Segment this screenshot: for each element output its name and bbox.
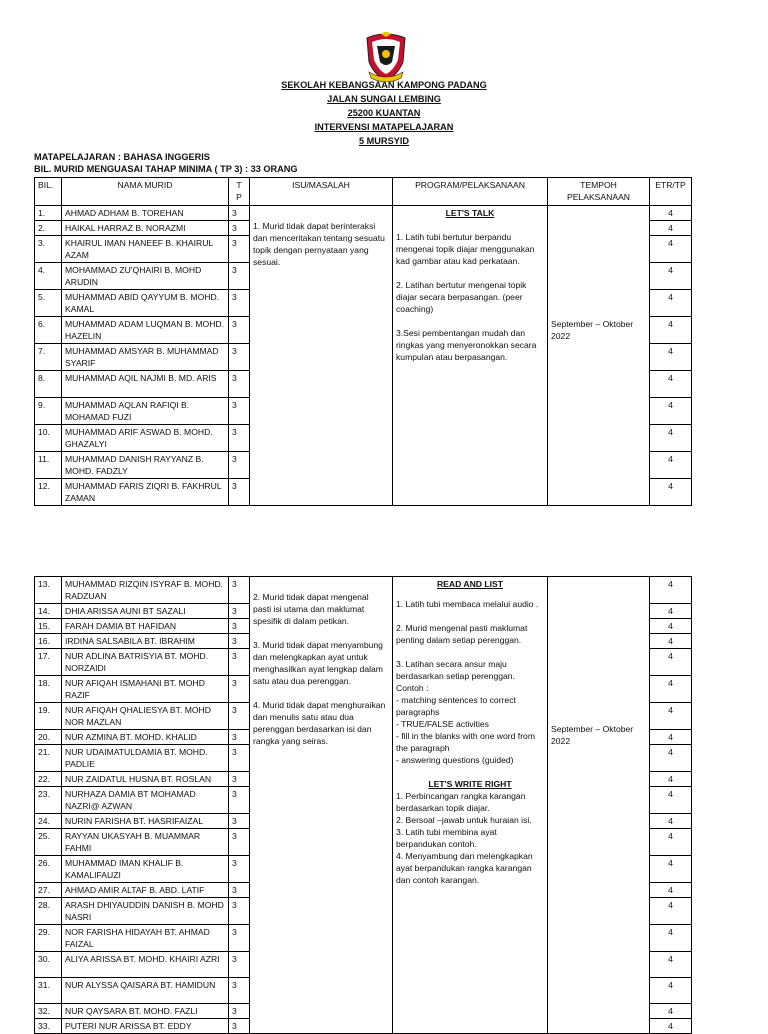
program-example: - answering questions (guided): [396, 755, 514, 765]
intervention-table-2: [34, 576, 692, 1034]
cell-bil: 13.: [35, 577, 62, 604]
isu-item: 3. Murid tidak dapat menyambung dan melengkapkan ayat untuk menghasilkan ayat lengkap dalam satu atau dua perenggan.: [253, 640, 383, 686]
isu-item: 4. Murid tidak dapat menghuraikan dan menulis satu atau dua perenggan berdasarkan isi dan rangka yang seiras.: [253, 700, 386, 746]
intervention-table-1: [34, 177, 692, 506]
cell-etr-tp: 4: [650, 290, 692, 317]
cell-nama-murid: AHMAD AMIR ALTAF B. ABD. LATIF: [62, 883, 229, 898]
cell-nama-murid: ALIYA ARISSA BT. MOHD. KHAIRI AZRI: [62, 952, 229, 978]
cell-bil: 3.: [35, 236, 62, 263]
cell-tp: 3: [229, 263, 250, 290]
cell-etr-tp: 4: [650, 604, 692, 619]
program-example: - TRUE/FALSE activities: [396, 719, 489, 729]
col-header-text: BIL.: [38, 180, 54, 190]
cell-tp: 3: [229, 649, 250, 676]
cell-bil: 17.: [35, 649, 62, 676]
subject-label: MATAPELAJARAN : BAHASA INGGERIS: [34, 152, 210, 162]
tempoh-text: September – Oktober 2022: [551, 319, 634, 341]
cell-nama-murid: HAIKAL HARRAZ B. NORAZMI: [62, 221, 229, 236]
program-item: 2. Bersoal –jawab untuk huraian isi.: [396, 815, 532, 825]
cell-tp: 3: [229, 745, 250, 772]
cell-bil: 29.: [35, 925, 62, 952]
table-row: [35, 577, 692, 604]
cell-nama-murid: NUR ZAIDATUL HUSNA BT. ROSLAN: [62, 772, 229, 787]
col-header-text: ISU/MASALAH: [292, 180, 350, 190]
program-item: 3. Latihan secara ansur maju berdasarkan setiap perenggan.: [396, 659, 515, 681]
spacer: [396, 646, 544, 658]
cell-tp: 3: [229, 814, 250, 829]
cell-bil: 6.: [35, 317, 62, 344]
cell-nama-murid: NUR ADLINA BATRISYIA BT. MOHD. NORZAIDI: [62, 649, 229, 676]
col-header-tp: [229, 178, 250, 206]
col-header-text: PROGRAM/PELAKSANAAN: [415, 180, 525, 190]
col-header-etr: [650, 178, 692, 206]
cell-etr-tp: 4: [650, 898, 692, 925]
cell-etr-tp: 4: [650, 263, 692, 290]
cell-bil: 21.: [35, 745, 62, 772]
cell-nama-murid: MUHAMMAD AMSYAR B. MUHAMMAD SYARIF: [62, 344, 229, 371]
cell-tp: 3: [229, 479, 250, 506]
cell-nama-murid: MUHAMMAD ADAM LUQMAN B. MOHD. HAZELIN: [62, 317, 229, 344]
cell-bil: 25.: [35, 829, 62, 856]
cell-tp: 3: [229, 829, 250, 856]
cell-etr-tp: 4: [650, 883, 692, 898]
document-title: INTERVENSI MATAPELAJARAN: [314, 122, 454, 132]
cell-etr-tp: 4: [650, 829, 692, 856]
student-count-label: BIL. MURID MENGUASAI TAHAP MINIMA ( TP 3) : 33 ORANG: [34, 164, 298, 174]
cell-etr-tp: 4: [650, 978, 692, 1004]
cell-tp: 3: [229, 730, 250, 745]
cell-etr-tp: 4: [650, 787, 692, 814]
col-header-text: T: [236, 180, 242, 190]
isu-item: 2. Murid tidak dapat mengenal pasti isi utama dan maklumat spesifik di dalam petikan.: [253, 592, 369, 626]
cell-etr-tp: 4: [650, 952, 692, 978]
cell-etr-tp: 4: [650, 634, 692, 649]
cell-etr-tp: 4: [650, 619, 692, 634]
program-item: 1. Latih tubi bertutur berpandu mengenai topik diajar menggunakan kad gambar atau kad perkataan.: [396, 232, 535, 266]
spacer: [253, 747, 389, 759]
cell-nama-murid: MOHAMMAD ZU'QHAIRI B. MOHD ARUDIN: [62, 263, 229, 290]
cell-nama-murid: AHMAD ADHAM B. TOREHAN: [62, 206, 229, 221]
cell-bil: 33.: [35, 1019, 62, 1034]
school-postcode: 25200 KUANTAN: [347, 108, 421, 118]
cell-nama-murid: PUTERI NUR ARISSA BT. EDDY: [62, 1019, 229, 1034]
cell-nama-murid: NUR UDAIMATULDAMIA BT. MOHD. PADLIE: [62, 745, 229, 772]
cell-nama-murid: MUHAMMAD DANISH RAYYANZ B. MOHD. FADZLY: [62, 452, 229, 479]
program-example: - fill in the blanks with one word from the paragraph: [396, 731, 535, 753]
cell-tp: 3: [229, 398, 250, 425]
program-title: READ AND LIST: [436, 579, 504, 589]
cell-tp: 3: [229, 452, 250, 479]
col-header-tempoh: [548, 178, 650, 206]
cell-nama-murid: MUHAMMAD ARIF ASWAD B. MOHD. GHAZALYI: [62, 425, 229, 452]
cell-bil: 19.: [35, 703, 62, 730]
cell-tp: 3: [229, 703, 250, 730]
cell-isu-masalah: [250, 206, 393, 506]
col-header-program: [393, 178, 548, 206]
table-row: [35, 206, 692, 221]
cell-tempoh: [548, 577, 650, 1034]
cell-nama-murid: IRDINA SALSABILA BT. IBRAHIM: [62, 634, 229, 649]
cell-etr-tp: 4: [650, 452, 692, 479]
cell-etr-tp: 4: [650, 676, 692, 703]
table-header-row: [35, 178, 692, 206]
cell-tp: 3: [229, 221, 250, 236]
cell-tp: 3: [229, 619, 250, 634]
col-header-text: PELAKSANAAN: [566, 192, 631, 202]
cell-tp: 3: [229, 676, 250, 703]
tempoh-text: September – Oktober 2022: [551, 724, 634, 746]
cell-program: [393, 577, 548, 1034]
cell-tp: 3: [229, 604, 250, 619]
cell-nama-murid: MUHAMMAD AQIL NAJMI B. MD. ARIS: [62, 371, 229, 398]
cell-nama-murid: MUHAMMAD FARIS ZIQRI B. FAKHRUL ZAMAN: [62, 479, 229, 506]
school-name: SEKOLAH KEBANGSAAN KAMPONG PADANG: [281, 80, 487, 90]
cell-bil: 18.: [35, 676, 62, 703]
cell-etr-tp: 4: [650, 814, 692, 829]
cell-tp: 3: [229, 206, 250, 221]
isu-item: 1. Murid tidak dapat berinteraksi dan menceritakan tentang sesuatu topik dengan pernyataan yang sesuai.: [253, 221, 385, 267]
cell-etr-tp: 4: [650, 479, 692, 506]
cell-tp: 3: [229, 1004, 250, 1019]
cell-etr-tp: 4: [650, 856, 692, 883]
cell-etr-tp: 4: [650, 317, 692, 344]
cell-tp: 3: [229, 952, 250, 978]
school-crest-logo: [363, 32, 409, 82]
cell-tp: 3: [229, 883, 250, 898]
cell-etr-tp: 4: [650, 1019, 692, 1034]
col-header-text: ETR/TP: [655, 180, 686, 190]
cell-bil: 30.: [35, 952, 62, 978]
cell-bil: 32.: [35, 1004, 62, 1019]
spacer: [396, 766, 544, 778]
cell-nama-murid: NUR AFIQAH ISMAHANI BT. MOHD RAZIF: [62, 676, 229, 703]
cell-tp: 3: [229, 925, 250, 952]
cell-nama-murid: NOR FARISHA HIDAYAH BT. AHMAD FAIZAL: [62, 925, 229, 952]
col-header-isu: [250, 178, 393, 206]
col-header-text: P: [236, 192, 242, 202]
cell-tp: 3: [229, 344, 250, 371]
cell-etr-tp: 4: [650, 703, 692, 730]
program-item: 3.Sesi pembentangan mudah dan ringkas yang menyeronokkan secara kumpulan atau berpasangan.: [396, 328, 537, 362]
cell-bil: 1.: [35, 206, 62, 221]
cell-etr-tp: 4: [650, 236, 692, 263]
spacer: [253, 687, 389, 699]
program-title-2: LET'S WRITE RIGHT: [428, 779, 512, 789]
cell-nama-murid: ARASH DHIYAUDDIN DANISH B. MOHD NASRI: [62, 898, 229, 925]
spacer: [396, 267, 544, 279]
class-name: 5 MURSYID: [358, 136, 410, 146]
spacer: [396, 219, 544, 231]
cell-tp: 3: [229, 425, 250, 452]
cell-bil: 15.: [35, 619, 62, 634]
program-item: 1. Latih tubi membaca melalui audio .: [396, 599, 539, 609]
cell-bil: 20.: [35, 730, 62, 745]
spacer: [396, 590, 544, 598]
cell-bil: 23.: [35, 787, 62, 814]
col-header-text: NAMA MURID: [117, 180, 173, 190]
cell-bil: 22.: [35, 772, 62, 787]
program-item: 1. Perbincangan rangka karangan berdasarkan topik diajar.: [396, 791, 526, 813]
cell-nama-murid: DHIA ARISSA AUNI BT SAZALI: [62, 604, 229, 619]
cell-bil: 8.: [35, 371, 62, 398]
program-item: 4. Menyambung dan melengkapkan ayat berpandukan rangka karangan dan contoh karangan.: [396, 851, 533, 885]
cell-etr-tp: 4: [650, 577, 692, 604]
cell-etr-tp: 4: [650, 730, 692, 745]
cell-tp: 3: [229, 371, 250, 398]
cell-bil: 5.: [35, 290, 62, 317]
cell-tp: 3: [229, 1019, 250, 1034]
spacer: [396, 363, 544, 375]
cell-bil: 28.: [35, 898, 62, 925]
cell-tp: 3: [229, 236, 250, 263]
cell-nama-murid: MUHAMMAD IMAN KHALIF B. KAMALIFAUZI: [62, 856, 229, 883]
cell-tp: 3: [229, 772, 250, 787]
cell-nama-murid: NUR AFIQAH QHALIESYA BT. MOHD NOR MAZLAN: [62, 703, 229, 730]
cell-nama-murid: NURHAZA DAMIA BT MOHAMAD NAZRI@ AZWAN: [62, 787, 229, 814]
col-header-nama: [62, 178, 229, 206]
cell-etr-tp: 4: [650, 221, 692, 236]
cell-etr-tp: 4: [650, 772, 692, 787]
cell-tp: 3: [229, 634, 250, 649]
cell-nama-murid: NUR QAYSARA BT. MOHD. FAZLI: [62, 1004, 229, 1019]
cell-bil: 24.: [35, 814, 62, 829]
cell-etr-tp: 4: [650, 649, 692, 676]
cell-nama-murid: RAYYAN UKASYAH B. MUAMMAR FAHMI: [62, 829, 229, 856]
cell-nama-murid: MUHAMMAD RIZQIN ISYRAF B. MOHD. RADZUAN: [62, 577, 229, 604]
cell-tp: 3: [229, 317, 250, 344]
cell-tp: 3: [229, 290, 250, 317]
cell-bil: 11.: [35, 452, 62, 479]
cell-etr-tp: 4: [650, 1004, 692, 1019]
cell-bil: 16.: [35, 634, 62, 649]
col-header-bil: [35, 178, 62, 206]
program-example: - matching sentences to correct paragraphs: [396, 695, 516, 717]
cell-nama-murid: MUHAMMAD AQLAN RAFIQI B. MOHAMAD FUZI: [62, 398, 229, 425]
cell-bil: 26.: [35, 856, 62, 883]
cell-nama-murid: NUR ALYSSA QAISARA BT. HAMIDUN: [62, 978, 229, 1004]
program-item: 2. Latihan bertutur mengenai topik diajar secara berpasangan. (peer coaching): [396, 280, 527, 314]
cell-bil: 31.: [35, 978, 62, 1004]
cell-nama-murid: FARAH DAMIA BT HAFIDAN: [62, 619, 229, 634]
cell-nama-murid: KHAIRUL IMAN HANEEF B. KHAIRUL AZAM: [62, 236, 229, 263]
cell-etr-tp: 4: [650, 344, 692, 371]
cell-etr-tp: 4: [650, 925, 692, 952]
cell-nama-murid: NUR AZMINA BT. MOHD. KHALID: [62, 730, 229, 745]
program-example: Contoh :: [396, 683, 429, 693]
cell-isu-masalah: [250, 577, 393, 1034]
cell-program: [393, 206, 548, 506]
cell-nama-murid: NURIN FARISHA BT. HASRIFAIZAL: [62, 814, 229, 829]
school-address: JALAN SUNGAI LEMBING: [327, 94, 441, 104]
cell-bil: 4.: [35, 263, 62, 290]
cell-etr-tp: 4: [650, 425, 692, 452]
program-item: 3. Latih tubi membina ayat berpandukan contoh.: [396, 827, 497, 849]
spacer: [396, 610, 544, 622]
spacer: [253, 627, 389, 639]
col-header-text: TEMPOH: [580, 180, 617, 190]
cell-bil: 9.: [35, 398, 62, 425]
cell-tp: 3: [229, 898, 250, 925]
cell-bil: 10.: [35, 425, 62, 452]
cell-tp: 3: [229, 577, 250, 604]
cell-etr-tp: 4: [650, 206, 692, 221]
cell-bil: 12.: [35, 479, 62, 506]
spacer: [396, 315, 544, 327]
cell-bil: 2.: [35, 221, 62, 236]
cell-tp: 3: [229, 978, 250, 1004]
cell-bil: 27.: [35, 883, 62, 898]
cell-bil: 7.: [35, 344, 62, 371]
cell-nama-murid: MUHAMMAD ABID QAYYUM B. MOHD. KAMAL: [62, 290, 229, 317]
cell-bil: 14.: [35, 604, 62, 619]
program-title: LET'S TALK: [445, 208, 495, 218]
cell-tp: 3: [229, 856, 250, 883]
cell-tempoh: [548, 206, 650, 506]
cell-etr-tp: 4: [650, 745, 692, 772]
cell-etr-tp: 4: [650, 398, 692, 425]
program-item: 2. Murid mengenal pasti maklumat penting dalam setiap perenggan.: [396, 623, 528, 645]
cell-tp: 3: [229, 787, 250, 814]
cell-etr-tp: 4: [650, 371, 692, 398]
